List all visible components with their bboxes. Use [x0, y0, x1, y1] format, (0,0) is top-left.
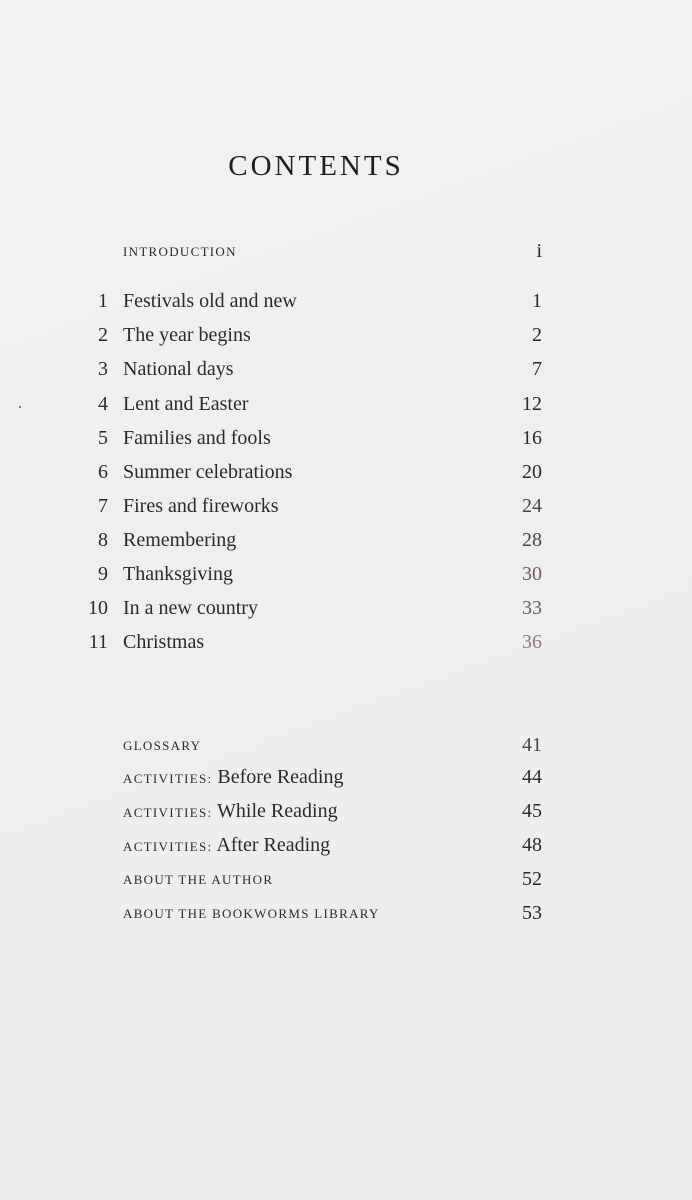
- toc-entry-chapter-8[interactable]: [0, 529, 692, 559]
- toc-entry-chapter-7[interactable]: [0, 495, 692, 525]
- toc-page-number: 16: [522, 427, 542, 449]
- toc-label-rest: After Reading: [216, 834, 331, 856]
- toc-entry-chapter-4[interactable]: [0, 393, 692, 423]
- chapter-title: Thanksgiving: [123, 563, 233, 585]
- toc-page-number: 48: [522, 834, 542, 856]
- toc-page-number: 41: [522, 734, 542, 756]
- chapter-number: 2: [98, 324, 108, 346]
- chapter-number: 8: [98, 529, 108, 551]
- chapter-number: 10: [88, 597, 108, 619]
- chapter-number: 4: [98, 393, 108, 415]
- toc-entry-chapter-5[interactable]: [0, 427, 692, 457]
- toc-entry-glossary[interactable]: [0, 734, 692, 764]
- chapter-title: Christmas: [123, 631, 205, 653]
- toc-page-number: 44: [522, 766, 542, 788]
- toc-label: INTRODUCTION: [123, 244, 237, 259]
- chapter-number: 7: [98, 495, 108, 517]
- toc-label: ABOUT THE AUTHOR: [123, 872, 274, 887]
- toc-entry-activities-while[interactable]: [0, 800, 692, 830]
- toc-label-rest: Before Reading: [217, 766, 344, 788]
- chapter-number: 6: [98, 461, 108, 483]
- chapter-title: Lent and Easter: [123, 393, 249, 415]
- page-title: CONTENTS: [228, 150, 404, 182]
- toc-page-number: 2: [532, 324, 542, 346]
- chapter-number: 11: [88, 631, 108, 653]
- toc-label: [123, 766, 343, 789]
- toc-page-number: i: [536, 240, 542, 262]
- toc-entry-chapter-6[interactable]: [0, 461, 692, 491]
- toc-label: GLOSSARY: [123, 738, 202, 753]
- chapter-title: Festivals old and new: [123, 290, 297, 312]
- chapter-number: 3: [98, 358, 108, 380]
- toc-page-number: 36: [522, 631, 542, 653]
- toc-entry-about-author[interactable]: [0, 868, 692, 898]
- toc-page-number: 1: [532, 290, 542, 312]
- toc-label: ABOUT THE BOOKWORMS LIBRARY: [123, 906, 380, 921]
- toc-entry-chapter-1[interactable]: [0, 290, 692, 320]
- toc-entry-chapter-11[interactable]: [0, 631, 692, 661]
- toc-entry-activities-after[interactable]: [0, 834, 692, 864]
- toc-entry-chapter-3[interactable]: [0, 358, 692, 388]
- chapter-number: 1: [98, 290, 108, 312]
- toc-entry-chapter-10[interactable]: [0, 597, 692, 627]
- chapter-number: 5: [98, 427, 108, 449]
- toc-page-number: 7: [532, 358, 542, 380]
- toc-page-number: 12: [522, 393, 542, 415]
- toc-label-rest: While Reading: [217, 800, 338, 822]
- paper-speck: [19, 406, 21, 408]
- toc-label-lead: ACTIVITIES:: [123, 805, 213, 820]
- toc-page-number: 53: [522, 902, 542, 924]
- toc-label-lead: ACTIVITIES:: [123, 839, 213, 854]
- chapter-title: Fires and fireworks: [123, 495, 279, 517]
- toc-page-number: 33: [522, 597, 542, 619]
- toc-page-number: 52: [522, 868, 542, 890]
- toc-entry-chapter-9[interactable]: [0, 563, 692, 593]
- toc-label-lead: ACTIVITIES:: [123, 771, 213, 786]
- toc-entry-activities-before[interactable]: [0, 766, 692, 796]
- chapter-number: 9: [98, 563, 108, 585]
- chapter-title: Summer celebrations: [123, 461, 293, 483]
- chapter-title: Families and fools: [123, 427, 271, 449]
- toc-entry-chapter-2[interactable]: [0, 324, 692, 354]
- toc-label: [123, 800, 338, 823]
- chapter-title: National days: [123, 358, 234, 380]
- toc-entry-about-library[interactable]: [0, 902, 692, 932]
- chapter-title: In a new country: [123, 597, 258, 619]
- toc-page-number: 24: [522, 495, 542, 517]
- toc-label: [123, 834, 330, 857]
- chapter-title: The year begins: [123, 324, 251, 346]
- toc-entry-introduction[interactable]: [0, 240, 692, 270]
- toc-page-number: 45: [522, 800, 542, 822]
- toc-page-number: 30: [522, 563, 542, 585]
- chapter-title: Remembering: [123, 529, 237, 551]
- toc-page-number: 28: [522, 529, 542, 551]
- toc-page-number: 20: [522, 461, 542, 483]
